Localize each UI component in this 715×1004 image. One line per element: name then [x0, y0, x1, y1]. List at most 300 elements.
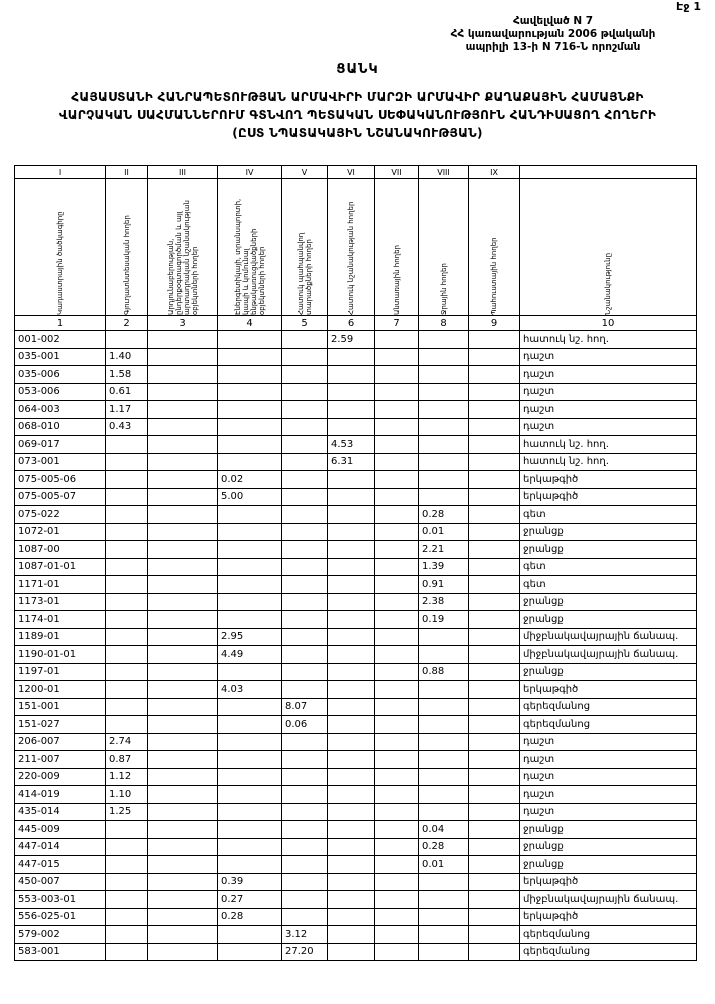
- area-cell-c6: [328, 383, 375, 401]
- column-header: [328, 179, 375, 316]
- column-header: [15, 179, 106, 316]
- area-cell-c9: [469, 943, 520, 961]
- table-row: [15, 663, 697, 681]
- area-cell-c5: [282, 436, 328, 454]
- area-cell-c3: [148, 663, 218, 681]
- roman-header-cell: I: [15, 166, 106, 179]
- area-cell-c6: [328, 838, 375, 856]
- column-header-label: Հատուկ նշանակության հողեր: [347, 201, 355, 315]
- annex-line-3: ապրիլի 13-ի N 716-Ն որոշման: [465, 41, 641, 53]
- area-cell-c9: [469, 488, 520, 506]
- area-cell-c8: [419, 873, 469, 891]
- area-cell-c2: [106, 646, 148, 664]
- area-cell-c9: [469, 926, 520, 944]
- area-cell-c2: [106, 628, 148, 646]
- area-cell-c5: 3.12: [282, 926, 328, 944]
- area-cell-c6: [328, 873, 375, 891]
- area-cell-c4: [218, 418, 282, 436]
- area-cell-c6: [328, 926, 375, 944]
- roman-header-cell: VI: [328, 166, 375, 179]
- area-cell-c3: [148, 611, 218, 629]
- area-cell-c2: [106, 698, 148, 716]
- area-cell-c6: [328, 593, 375, 611]
- column-header: [106, 179, 148, 316]
- area-cell-c2: [106, 908, 148, 926]
- purpose-cell: երկաթգիծ: [520, 681, 697, 699]
- cadastral-code-cell: 556-025-01: [15, 908, 106, 926]
- area-cell-c8: [419, 628, 469, 646]
- area-cell-c7: [375, 558, 419, 576]
- table-row: [15, 873, 697, 891]
- area-cell-c9: [469, 506, 520, 524]
- area-cell-c5: [282, 383, 328, 401]
- area-cell-c6: [328, 891, 375, 909]
- cadastral-code-cell: 1197-01: [15, 663, 106, 681]
- roman-header-row: [15, 166, 697, 179]
- purpose-cell: գերեզմանոց: [520, 698, 697, 716]
- area-cell-c5: [282, 873, 328, 891]
- cadastral-code-cell: 414-019: [15, 786, 106, 804]
- area-cell-c7: [375, 873, 419, 891]
- area-cell-c4: 0.27: [218, 891, 282, 909]
- area-cell-c7: [375, 471, 419, 489]
- table-row: [15, 803, 697, 821]
- table-row: [15, 646, 697, 664]
- table-row: [15, 733, 697, 751]
- area-cell-c7: [375, 453, 419, 471]
- area-cell-c3: [148, 751, 218, 769]
- area-cell-c6: [328, 856, 375, 874]
- area-cell-c7: [375, 418, 419, 436]
- area-cell-c3: [148, 646, 218, 664]
- column-number: 9: [469, 316, 520, 331]
- purpose-cell: դաշտ: [520, 383, 697, 401]
- area-cell-c2: [106, 593, 148, 611]
- area-cell-c8: [419, 926, 469, 944]
- area-cell-c7: [375, 523, 419, 541]
- area-cell-c5: [282, 803, 328, 821]
- area-cell-c7: [375, 646, 419, 664]
- cadastral-code-cell: 553-003-01: [15, 891, 106, 909]
- document-heading: [10, 88, 705, 142]
- area-cell-c6: [328, 488, 375, 506]
- area-cell-c8: [419, 768, 469, 786]
- cadastral-code-cell: 075-005-07: [15, 488, 106, 506]
- area-cell-c8: [419, 698, 469, 716]
- heading-line-3: (ԸՍՏ ՆՊԱՏԱԿԱՅԻՆ ՆՇԱՆԱԿՈՒԹՅԱՆ): [232, 126, 483, 140]
- area-cell-c8: 0.28: [419, 838, 469, 856]
- purpose-cell: երկաթգիծ: [520, 873, 697, 891]
- column-header: [282, 179, 328, 316]
- area-cell-c4: 2.95: [218, 628, 282, 646]
- purpose-cell: դաշտ: [520, 418, 697, 436]
- area-cell-c6: [328, 803, 375, 821]
- area-cell-c5: [282, 786, 328, 804]
- area-cell-c9: [469, 383, 520, 401]
- area-cell-c9: [469, 786, 520, 804]
- area-cell-c5: [282, 856, 328, 874]
- cadastral-code-cell: 035-006: [15, 366, 106, 384]
- area-cell-c3: [148, 558, 218, 576]
- area-cell-c5: [282, 331, 328, 349]
- table-row: [15, 926, 697, 944]
- area-cell-c3: [148, 733, 218, 751]
- purpose-cell: ջրանցք: [520, 541, 697, 559]
- area-cell-c4: [218, 453, 282, 471]
- area-cell-c6: [328, 401, 375, 419]
- area-cell-c7: [375, 611, 419, 629]
- table-row: [15, 558, 697, 576]
- area-cell-c2: 0.43: [106, 418, 148, 436]
- area-cell-c2: [106, 541, 148, 559]
- roman-header-cell: V: [282, 166, 328, 179]
- area-cell-c5: [282, 471, 328, 489]
- area-cell-c9: [469, 751, 520, 769]
- cadastral-code-cell: 1189-01: [15, 628, 106, 646]
- area-cell-c3: [148, 803, 218, 821]
- area-cell-c5: [282, 768, 328, 786]
- area-cell-c5: [282, 908, 328, 926]
- table-row: [15, 891, 697, 909]
- area-cell-c3: [148, 453, 218, 471]
- area-cell-c5: [282, 558, 328, 576]
- cadastral-code-cell: 447-014: [15, 838, 106, 856]
- area-cell-c4: [218, 331, 282, 349]
- purpose-cell: դաշտ: [520, 803, 697, 821]
- roman-header-cell: VII: [375, 166, 419, 179]
- area-cell-c9: [469, 541, 520, 559]
- column-number: 8: [419, 316, 469, 331]
- area-cell-c5: [282, 681, 328, 699]
- area-cell-c4: 4.49: [218, 646, 282, 664]
- table-row: [15, 366, 697, 384]
- area-cell-c6: [328, 558, 375, 576]
- area-cell-c2: [106, 506, 148, 524]
- annex-line-1: Հավելված N 7: [512, 15, 594, 27]
- purpose-cell: դաշտ: [520, 401, 697, 419]
- area-cell-c7: [375, 401, 419, 419]
- table-row: [15, 488, 697, 506]
- area-cell-c3: [148, 716, 218, 734]
- roman-header-cell: IX: [469, 166, 520, 179]
- cadastral-code-cell: 220-009: [15, 768, 106, 786]
- area-cell-c6: [328, 523, 375, 541]
- area-cell-c2: [106, 436, 148, 454]
- area-cell-c6: 2.59: [328, 331, 375, 349]
- area-cell-c9: [469, 733, 520, 751]
- area-cell-c3: [148, 891, 218, 909]
- cadastral-code-cell: 1171-01: [15, 576, 106, 594]
- area-cell-c4: [218, 383, 282, 401]
- purpose-cell: հատուկ նշ. հող.: [520, 436, 697, 454]
- purpose-cell: հատուկ նշ. հող.: [520, 331, 697, 349]
- area-cell-c6: [328, 663, 375, 681]
- area-cell-c7: [375, 541, 419, 559]
- purpose-cell: հատուկ նշ. հող.: [520, 453, 697, 471]
- area-cell-c7: [375, 436, 419, 454]
- area-cell-c6: [328, 628, 375, 646]
- area-cell-c6: 4.53: [328, 436, 375, 454]
- area-cell-c3: [148, 873, 218, 891]
- cadastral-code-cell: 211-007: [15, 751, 106, 769]
- purpose-cell: ջրանցք: [520, 593, 697, 611]
- table-row: [15, 856, 697, 874]
- area-cell-c5: [282, 628, 328, 646]
- area-cell-c7: [375, 733, 419, 751]
- area-cell-c9: [469, 418, 520, 436]
- area-cell-c6: 6.31: [328, 453, 375, 471]
- area-cell-c7: [375, 856, 419, 874]
- cadastral-code-cell: 206-007: [15, 733, 106, 751]
- cadastral-code-cell: 579-002: [15, 926, 106, 944]
- column-number: 6: [328, 316, 375, 331]
- table-row: [15, 523, 697, 541]
- area-cell-c3: [148, 331, 218, 349]
- area-cell-c3: [148, 576, 218, 594]
- area-cell-c7: [375, 681, 419, 699]
- table-row: [15, 786, 697, 804]
- area-cell-c8: [419, 436, 469, 454]
- area-cell-c6: [328, 681, 375, 699]
- area-cell-c4: [218, 751, 282, 769]
- area-cell-c9: [469, 331, 520, 349]
- area-cell-c4: [218, 821, 282, 839]
- area-cell-c8: [419, 716, 469, 734]
- area-cell-c6: [328, 943, 375, 961]
- column-header-label: Էներգետիկայի, տրանսպորտի, կապի և կոմունալ ենթակառուցվածքների օբյեկտների հողեր: [233, 198, 266, 315]
- area-cell-c9: [469, 681, 520, 699]
- table-row: [15, 453, 697, 471]
- area-cell-c5: [282, 733, 328, 751]
- area-cell-c3: [148, 383, 218, 401]
- area-cell-c6: [328, 908, 375, 926]
- area-cell-c8: [419, 803, 469, 821]
- area-cell-c9: [469, 716, 520, 734]
- area-cell-c7: [375, 908, 419, 926]
- table-row: [15, 821, 697, 839]
- area-cell-c6: [328, 471, 375, 489]
- area-cell-c3: [148, 471, 218, 489]
- area-cell-c5: [282, 401, 328, 419]
- area-cell-c2: 1.58: [106, 366, 148, 384]
- area-cell-c9: [469, 401, 520, 419]
- area-cell-c8: [419, 401, 469, 419]
- area-cell-c3: [148, 768, 218, 786]
- area-cell-c6: [328, 506, 375, 524]
- purpose-cell: դաշտ: [520, 768, 697, 786]
- area-cell-c4: 5.00: [218, 488, 282, 506]
- purpose-cell: ջրանցք: [520, 611, 697, 629]
- area-cell-c2: 2.74: [106, 733, 148, 751]
- area-cell-c6: [328, 821, 375, 839]
- area-cell-c7: [375, 768, 419, 786]
- area-cell-c2: 1.12: [106, 768, 148, 786]
- area-cell-c8: [419, 383, 469, 401]
- column-header: [419, 179, 469, 316]
- area-cell-c9: [469, 856, 520, 874]
- purpose-cell: երկաթգիծ: [520, 908, 697, 926]
- area-cell-c9: [469, 768, 520, 786]
- area-cell-c7: [375, 663, 419, 681]
- area-cell-c2: [106, 471, 148, 489]
- cadastral-code-cell: 151-001: [15, 698, 106, 716]
- heading-line-2: ՎԱՐՉԱԿԱՆ ՍԱՀՄԱՆՆԵՐՈՒՄ ԳՏՆՎՈՂ ՊԵՏԱԿԱՆ ՍԵՓԱԿԱՆՈՒԹՅՈՒՆ ՀԱՆԴԻՍԱՑՈՂ ՀՈՂԵՐԻ: [58, 108, 657, 122]
- table-row: [15, 506, 697, 524]
- area-cell-c3: [148, 593, 218, 611]
- area-cell-c6: [328, 768, 375, 786]
- area-cell-c5: [282, 418, 328, 436]
- area-cell-c7: [375, 576, 419, 594]
- area-cell-c8: [419, 366, 469, 384]
- area-cell-c6: [328, 733, 375, 751]
- area-cell-c3: [148, 681, 218, 699]
- area-cell-c5: [282, 611, 328, 629]
- area-cell-c3: [148, 418, 218, 436]
- area-cell-c2: 1.17: [106, 401, 148, 419]
- document-title: ՑԱՆԿ: [336, 62, 379, 77]
- area-cell-c7: [375, 891, 419, 909]
- column-header-label: Նշանակությունը: [604, 252, 612, 315]
- area-cell-c8: [419, 681, 469, 699]
- area-cell-c4: 4.03: [218, 681, 282, 699]
- roman-header-cell: II: [106, 166, 148, 179]
- area-cell-c3: [148, 401, 218, 419]
- column-number: 3: [148, 316, 218, 331]
- area-cell-c9: [469, 348, 520, 366]
- cadastral-code-cell: 1190-01-01: [15, 646, 106, 664]
- area-cell-c4: [218, 698, 282, 716]
- area-cell-c2: [106, 873, 148, 891]
- column-number: 7: [375, 316, 419, 331]
- area-cell-c9: [469, 908, 520, 926]
- purpose-cell: դաշտ: [520, 751, 697, 769]
- area-cell-c2: [106, 663, 148, 681]
- area-cell-c7: [375, 383, 419, 401]
- area-cell-c5: [282, 891, 328, 909]
- purpose-cell: երկաթգիծ: [520, 488, 697, 506]
- area-cell-c9: [469, 576, 520, 594]
- table-row: [15, 611, 697, 629]
- area-cell-c8: 0.01: [419, 523, 469, 541]
- area-cell-c6: [328, 348, 375, 366]
- area-cell-c2: [106, 331, 148, 349]
- area-cell-c9: [469, 838, 520, 856]
- area-cell-c9: [469, 611, 520, 629]
- area-cell-c9: [469, 523, 520, 541]
- area-cell-c7: [375, 821, 419, 839]
- area-cell-c8: 2.38: [419, 593, 469, 611]
- area-cell-c4: [218, 366, 282, 384]
- area-cell-c4: [218, 786, 282, 804]
- cadastral-code-cell: 583-001: [15, 943, 106, 961]
- area-cell-c6: [328, 611, 375, 629]
- area-cell-c2: [106, 856, 148, 874]
- cadastral-code-cell: 445-009: [15, 821, 106, 839]
- area-cell-c5: [282, 576, 328, 594]
- table-row: [15, 436, 697, 454]
- table-row: [15, 716, 697, 734]
- purpose-cell: ջրանցք: [520, 821, 697, 839]
- area-cell-c7: [375, 716, 419, 734]
- column-number: 5: [282, 316, 328, 331]
- area-cell-c5: [282, 541, 328, 559]
- column-header: [469, 179, 520, 316]
- area-cell-c5: [282, 838, 328, 856]
- area-cell-c4: [218, 838, 282, 856]
- cadastral-code-cell: 1173-01: [15, 593, 106, 611]
- purpose-cell: դաշտ: [520, 786, 697, 804]
- area-cell-c7: [375, 506, 419, 524]
- table-row: [15, 681, 697, 699]
- area-cell-c4: 0.28: [218, 908, 282, 926]
- cadastral-code-cell: 450-007: [15, 873, 106, 891]
- area-cell-c8: [419, 786, 469, 804]
- area-cell-c4: [218, 541, 282, 559]
- area-cell-c5: 0.06: [282, 716, 328, 734]
- area-cell-c5: 8.07: [282, 698, 328, 716]
- column-number: 1: [15, 316, 106, 331]
- area-cell-c2: [106, 891, 148, 909]
- area-cell-c6: [328, 576, 375, 594]
- area-cell-c6: [328, 716, 375, 734]
- column-number: 10: [520, 316, 697, 331]
- purpose-cell: գերեզմանոց: [520, 716, 697, 734]
- area-cell-c8: [419, 943, 469, 961]
- area-cell-c7: [375, 366, 419, 384]
- area-cell-c8: [419, 733, 469, 751]
- area-cell-c3: [148, 786, 218, 804]
- area-cell-c4: [218, 856, 282, 874]
- table-row: [15, 943, 697, 961]
- area-cell-c9: [469, 558, 520, 576]
- area-cell-c4: 0.02: [218, 471, 282, 489]
- area-cell-c3: [148, 838, 218, 856]
- table-row: [15, 768, 697, 786]
- area-cell-c2: [106, 488, 148, 506]
- area-cell-c2: 1.25: [106, 803, 148, 821]
- area-cell-c4: [218, 663, 282, 681]
- area-cell-c9: [469, 436, 520, 454]
- area-cell-c4: [218, 436, 282, 454]
- area-cell-c9: [469, 821, 520, 839]
- area-cell-c2: [106, 926, 148, 944]
- area-cell-c5: [282, 366, 328, 384]
- column-number-row: [15, 316, 697, 331]
- area-cell-c5: [282, 506, 328, 524]
- area-cell-c4: [218, 768, 282, 786]
- area-cell-c8: 0.88: [419, 663, 469, 681]
- table-row: [15, 593, 697, 611]
- area-cell-c5: [282, 488, 328, 506]
- area-cell-c3: [148, 366, 218, 384]
- column-number: 2: [106, 316, 148, 331]
- area-cell-c8: 0.91: [419, 576, 469, 594]
- annex-line-2: ՀՀ կառավարության 2006 թվականի: [450, 28, 656, 40]
- column-header-label: Հատուկ պահպանվող տարածքների հողեր: [296, 232, 313, 315]
- area-cell-c7: [375, 348, 419, 366]
- roman-header-cell: III: [148, 166, 218, 179]
- column-header-label: Գյուղատնտեսական հողեր: [122, 215, 131, 315]
- cadastral-code-cell: 035-001: [15, 348, 106, 366]
- cadastral-code-cell: 1200-01: [15, 681, 106, 699]
- area-cell-c5: [282, 751, 328, 769]
- page-number: Էջ 1: [676, 0, 701, 13]
- area-cell-c7: [375, 943, 419, 961]
- area-cell-c6: [328, 751, 375, 769]
- area-cell-c8: [419, 348, 469, 366]
- area-cell-c5: [282, 646, 328, 664]
- area-cell-c2: [106, 523, 148, 541]
